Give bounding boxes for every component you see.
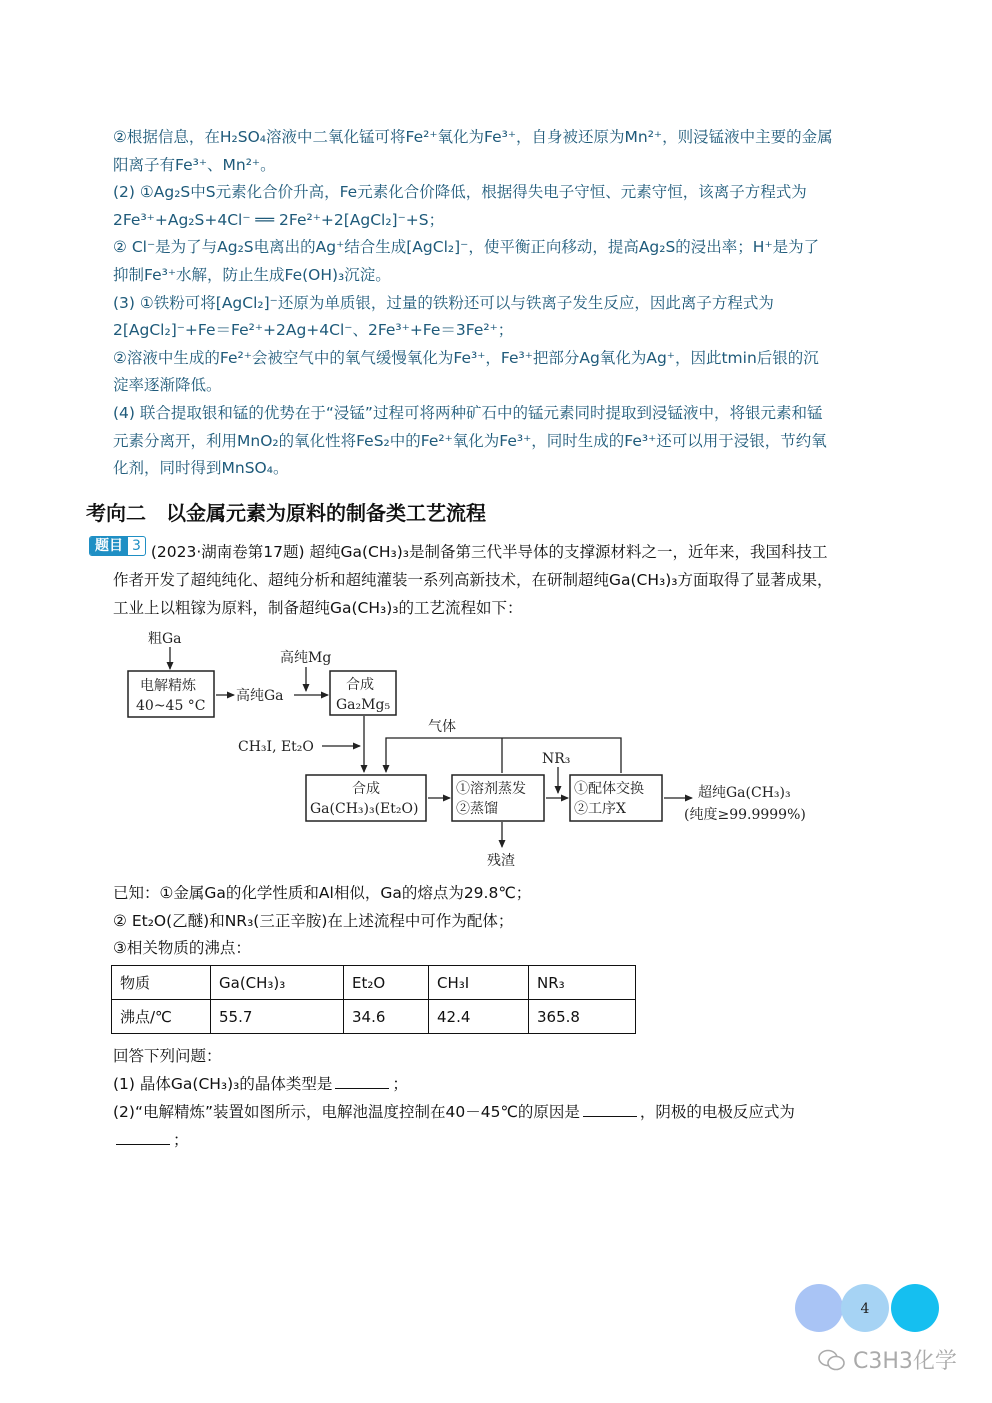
boiling-point-table — [111, 965, 636, 1034]
answer-line: 2[AgCl₂]⁻+Fe＝Fe²⁺+2Ag+4Cl⁻、2Fe³⁺+Fe＝3Fe²⁺； — [113, 321, 514, 340]
answer-line: 阳离子有Fe³⁺、Mn²⁺。 — [113, 155, 276, 174]
answer-line: 2Fe³⁺+Ag₂S+4Cl⁻ ══ 2Fe²⁺+2[AgCl₂]⁻+S； — [113, 210, 445, 229]
answer-line: (2) ①Ag₂S中S元素化合价升高，Fe元素化合价降低，根据得失电子守恒、元素守恒，该离子方程式为 — [113, 183, 807, 202]
table-header-cell: 物质 — [112, 966, 211, 1000]
synthesis-title-2: 合成 — [352, 781, 380, 797]
question-2-text: (2)“电解精炼”装置如图所示，电解池温度控制在40－45℃的原因是 — [113, 1103, 580, 1121]
question-body — [113, 566, 909, 622]
table-cell: 34.6 — [344, 1000, 429, 1034]
table-cell: 沸点/℃ — [112, 1000, 211, 1034]
electrolysis-title: 电解精炼 — [140, 678, 196, 694]
table-header-cell: CH₃I — [429, 966, 529, 1000]
answer-line: (3) ①铁粉可将[AgCl₂]⁻还原为单质银，过量的铁粉还可以与铁离子发生反应，因此离子方程式为 — [113, 293, 774, 312]
answer-line: 抑制Fe³⁺水解，防止生成Fe(OH)₃沉淀。 — [113, 265, 391, 284]
answer-line: 元素分离开，利用MnO₂的氧化性将FeS₂中的Fe²⁺氧化为Fe³⁺，同时生成的Fe³⁺还可以用于浸银，节约氧 — [113, 431, 827, 450]
synthesis-product-2: Ga(CH₃)₃(Et₂O) — [310, 801, 419, 817]
electrolysis-temp: 40~45 °C — [136, 698, 206, 714]
question-2-cont — [113, 1126, 933, 1154]
question-2-end: ； — [173, 1131, 189, 1149]
question-block — [89, 536, 909, 622]
answer-blank[interactable] — [335, 1074, 389, 1089]
gas-recycle-arrow — [386, 738, 621, 773]
badge-label: 题目 — [90, 537, 128, 555]
question-1 — [113, 1070, 933, 1098]
nr3-label: NR₃ — [542, 751, 571, 767]
watermark-text: C3H3化学 — [853, 1349, 957, 1374]
answer-line: 淀率逐渐降低。 — [113, 376, 222, 395]
answer-line: 化剂，同时得到MnSO₄。 — [113, 459, 289, 478]
answer-blank[interactable] — [116, 1130, 170, 1145]
circle-right — [891, 1284, 939, 1332]
table-row — [112, 1000, 636, 1034]
badge-number: 3 — [132, 538, 141, 554]
wechat-icon — [818, 1349, 846, 1371]
question-badge — [89, 536, 146, 556]
section-title: 考向二 以金属元素为原料的制备类工艺流程 — [86, 501, 486, 525]
answer-blank[interactable] — [583, 1102, 637, 1117]
question-line: 作者开发了超纯纯化、超纯分析和超纯灌装一系列高新技术，在研制超纯Ga(CH₃)₃方面取得了显著成果， — [113, 571, 833, 589]
table-cell: 365.8 — [529, 1000, 636, 1034]
high-purity-mg-label: 高纯Mg — [280, 650, 332, 666]
known-info — [113, 880, 913, 963]
purity-label: (纯度≥99.9999%) — [684, 807, 806, 823]
ligand-step-2: ②工序X — [574, 801, 626, 817]
watermark — [818, 1344, 957, 1375]
question-2 — [113, 1098, 933, 1126]
answer-line: (4) 联合提取银和锰的优势在于“浸锰”过程可将两种矿石中的锰元素同时提取到浸锰液中，将银元素和锰 — [113, 403, 823, 422]
known-line: 已知：①金属Ga的化学性质和Al相似，Ga的熔点为29.8℃； — [113, 884, 532, 902]
question-line: 工业上以粗镓为原料，制备超纯Ga(CH₃)₃的工艺流程如下： — [113, 599, 523, 617]
reagents-label: CH₃I, Et₂O — [238, 739, 314, 755]
question-1-end: ； — [392, 1075, 408, 1093]
page-number: 4 — [860, 1301, 870, 1317]
known-line: ③相关物质的沸点： — [113, 939, 251, 957]
known-line: ② Et₂O(乙醚)和NR₃(三正辛胺)在上述流程中可作为配体； — [113, 911, 514, 930]
questions — [113, 1042, 933, 1154]
crude-ga-label: 粗Ga — [148, 631, 182, 647]
table-cell: 55.7 — [211, 1000, 344, 1034]
page-number-decoration — [795, 1283, 945, 1335]
questions-intro: 回答下列问题： — [113, 1047, 222, 1065]
answer-line: ②根据信息，在H₂SO₄溶液中二氧化锰可将Fe²⁺氧化为Fe³⁺，自身被还原为Mn²⁺，则浸锰液中主要的金属 — [113, 128, 833, 146]
table-header-cell: NR₃ — [529, 966, 636, 1000]
process-flow-diagram — [110, 625, 830, 875]
residue-label: 残渣 — [487, 853, 515, 869]
question-2-text-b: ，阴极的电极反应式为 — [639, 1103, 795, 1121]
gas-label: 气体 — [428, 719, 456, 735]
answer-block — [113, 124, 913, 483]
product-label: 超纯Ga(CH₃)₃ — [698, 785, 791, 801]
answer-line: ② Cl⁻是为了与Ag₂S电离出的Ag⁺结合生成[AgCl₂]⁻，使平衡正向移动，提高Ag₂S的浸出率；H⁺是为了 — [113, 238, 820, 257]
table-header-cell: Et₂O — [344, 966, 429, 1000]
circle-left — [795, 1284, 843, 1332]
synthesis-product-1: Ga₂Mg₅ — [336, 697, 391, 713]
evaporation-step-1: ①溶剂蒸发 — [456, 781, 526, 797]
evaporation-step-2: ②蒸馏 — [456, 801, 498, 817]
answer-line: ②溶液中生成的Fe²⁺会被空气中的氧气缓慢氧化为Fe³⁺，Fe³⁺把部分Ag氧化为Ag⁺，因此tmin后银的沉 — [113, 348, 819, 367]
question-line: (2023·湖南卷第17题) 超纯Ga(CH₃)₃是制备第三代半导体的支撑源材料之一，近年来，我国科技工 — [150, 543, 828, 561]
table-header-cell: Ga(CH₃)₃ — [211, 966, 344, 1000]
table-row — [112, 966, 636, 1000]
ligand-step-1: ①配体交换 — [574, 781, 644, 797]
question-1-text: (1) 晶体Ga(CH₃)₃的晶体类型是 — [113, 1075, 333, 1093]
table-cell: 42.4 — [429, 1000, 529, 1034]
high-purity-ga-label: 高纯Ga — [236, 688, 284, 704]
synthesis-title-1: 合成 — [346, 677, 374, 693]
